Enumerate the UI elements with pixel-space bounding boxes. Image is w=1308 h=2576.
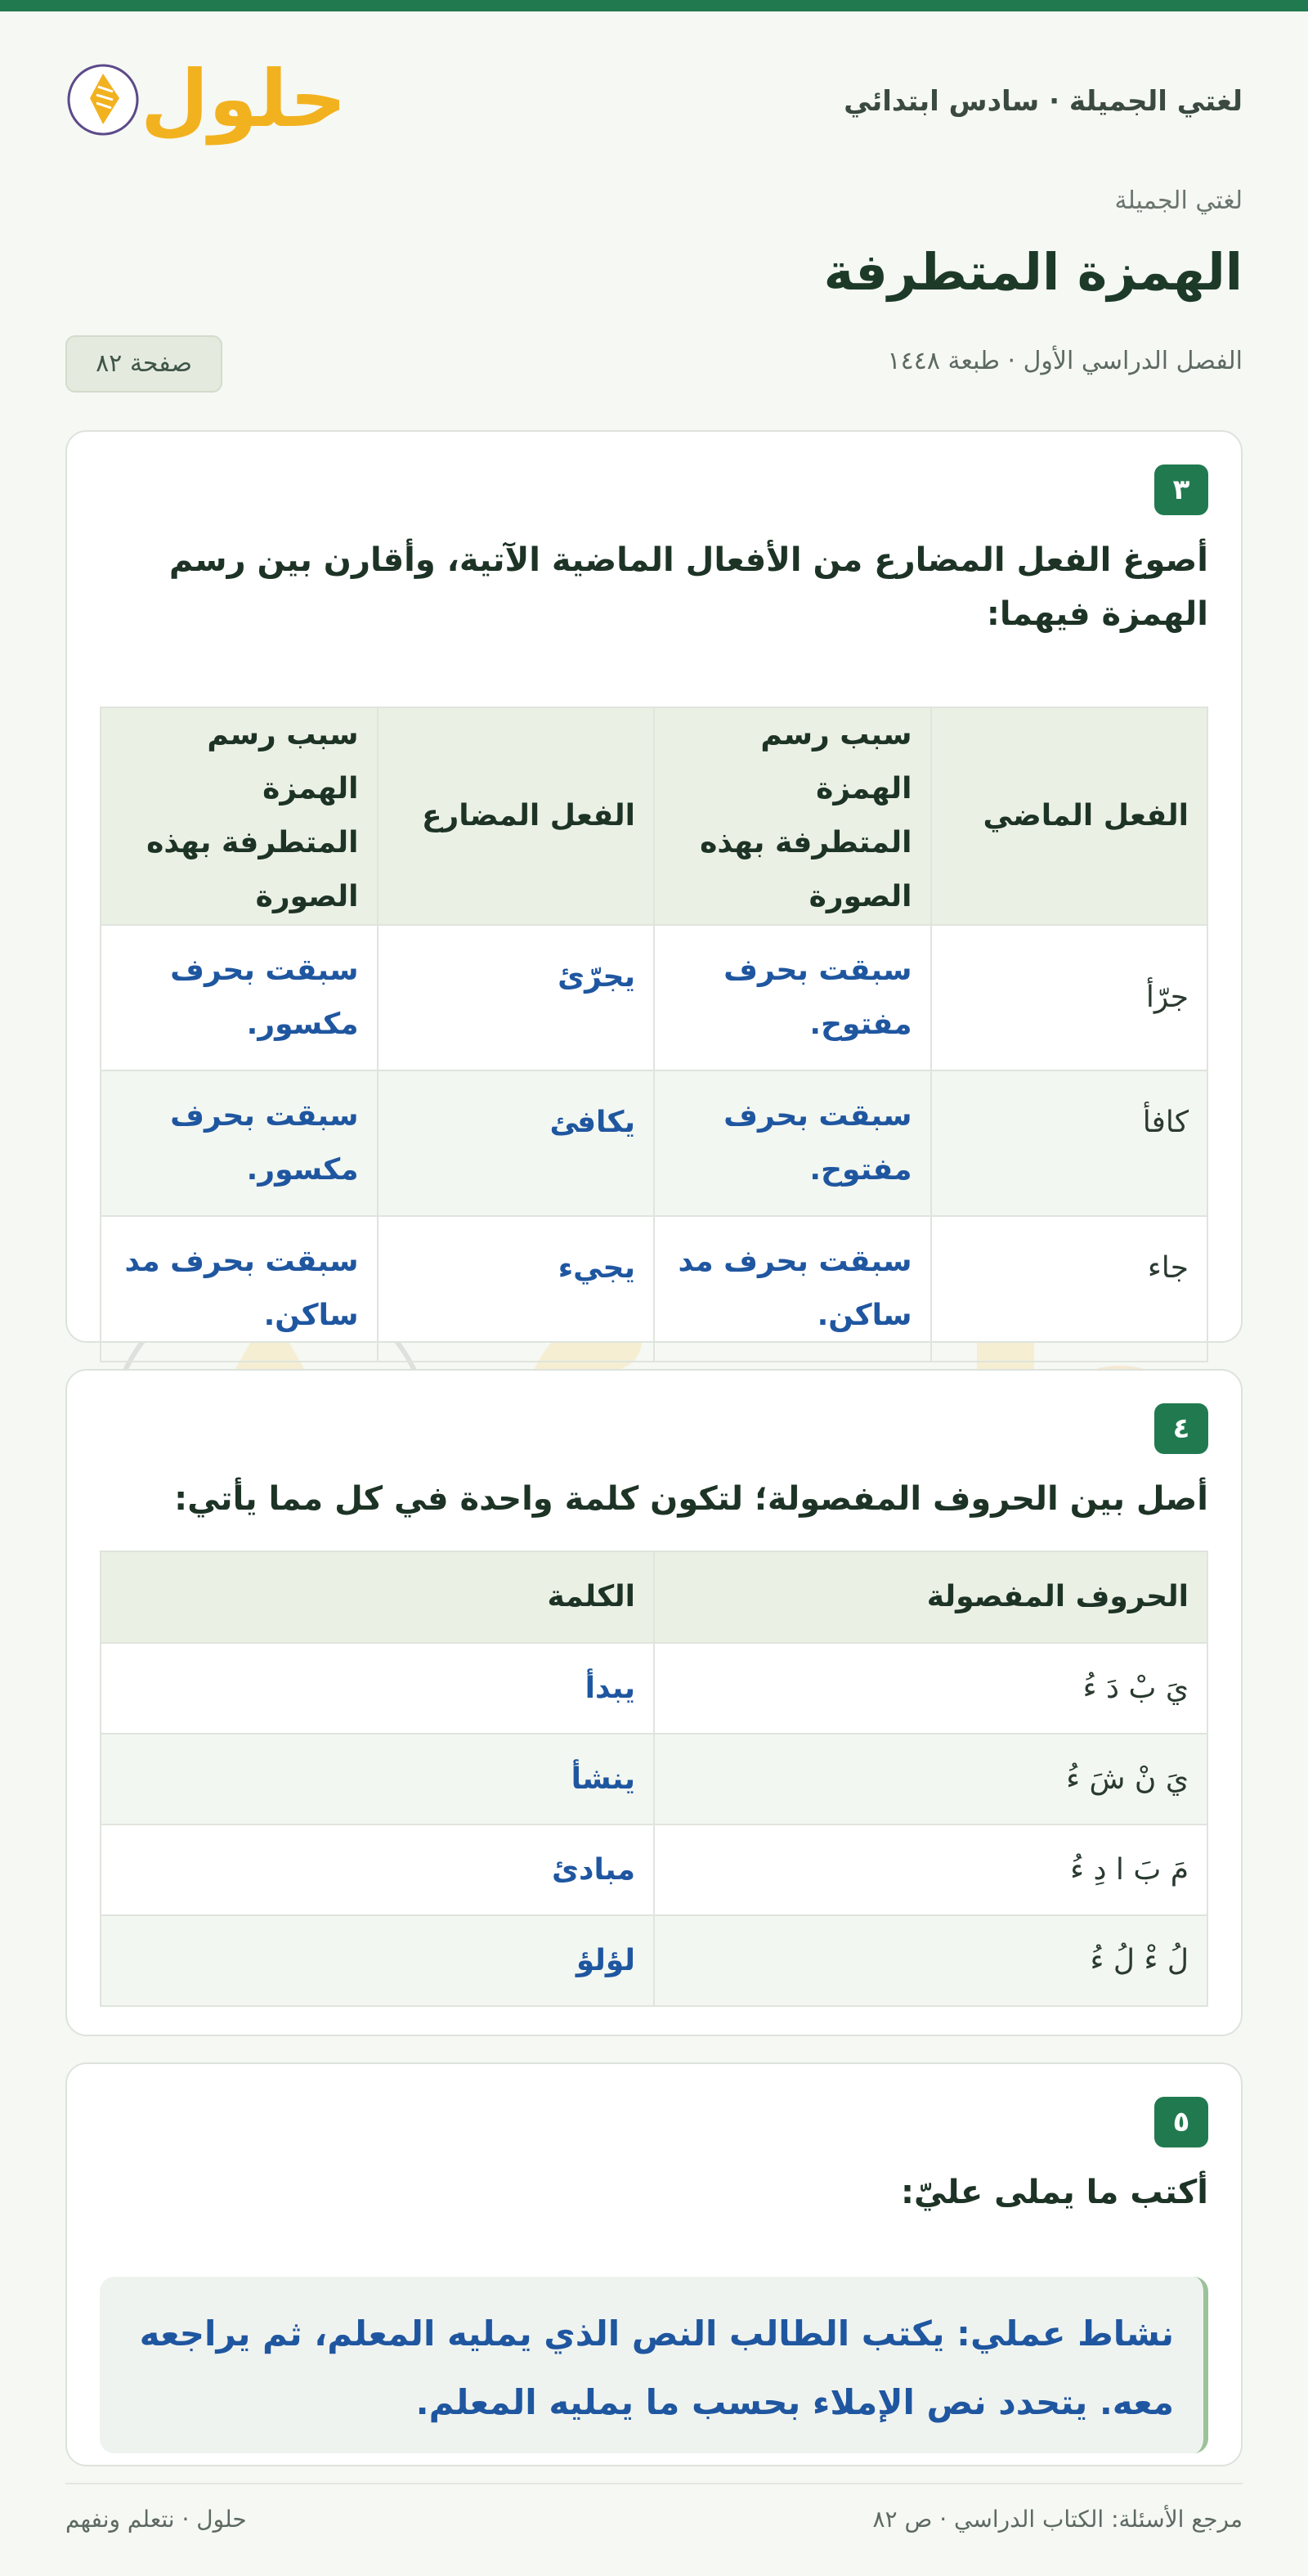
answer-word: ينشأ: [101, 1734, 654, 1824]
answer-word: لؤلؤ: [101, 1915, 654, 2006]
table-row: [101, 1734, 1207, 1824]
question-number-badge: ٤: [1154, 1403, 1208, 1454]
answer-present-reason: سبقت بحرف مكسور.: [101, 925, 378, 1070]
column-header: الفعل المضارع: [378, 707, 655, 925]
past-verb: جرّأ: [931, 925, 1208, 1070]
table-row: [101, 1643, 1207, 1734]
footer-slogan: حلول · نتعلم ونفهم: [65, 2506, 247, 2533]
conjugation-table: [100, 707, 1208, 1362]
column-header: الكلمة: [101, 1551, 654, 1643]
footer-reference: مرجع الأسئلة: الكتاب الدراسي · ص ٨٢: [872, 2506, 1243, 2533]
table-row: [101, 1824, 1207, 1915]
separated-letters: يَ بْ دَ ءُ: [654, 1643, 1207, 1734]
question-card-4: [65, 1369, 1243, 2036]
column-header: سبب رسم الهمزة المتطرفة بهذه الصورة: [654, 707, 931, 925]
page-title: الهمزة المتطرفة: [823, 242, 1243, 302]
breadcrumb: لغتي الجميلة: [1114, 186, 1243, 215]
question-prompt: أصوغ الفعل المضارع من الأفعال الماضية الآتية، وأقارن بين رسم الهمزة فيهما:: [168, 541, 1208, 633]
hulul-logo[interactable]: [65, 52, 347, 150]
question-number-badge: ٣: [1154, 464, 1208, 515]
edition-label: الفصل الدراسي الأول · طبعة ١٤٤٨: [887, 347, 1243, 375]
column-header: سبب رسم الهمزة المتطرفة بهذه الصورة: [101, 707, 378, 925]
answer-present-verb: يكافئ: [378, 1070, 655, 1216]
book-emblem-icon: [65, 62, 141, 137]
column-header: الفعل الماضي: [931, 707, 1208, 925]
page-header: [65, 11, 1243, 183]
separated-letters: لُ ءْ لُ ءُ: [654, 1915, 1207, 2006]
table-row: [101, 1915, 1207, 2006]
table-row: [101, 925, 1207, 1070]
activity-note: نشاط عملي: يكتب الطالب النص الذي يمليه المعلم، ثم يراجعه معه. يتحدد نص الإملاء بحسب ما يمليه المعلم.: [100, 2277, 1208, 2453]
answer-word: مبادئ: [101, 1824, 654, 1915]
footer-divider: [65, 2483, 1243, 2484]
letters-table: [100, 1551, 1208, 2007]
subject-grade-label: لغتي الجميلة · سادس ابتدائي: [844, 85, 1243, 118]
past-verb: كافأ: [931, 1070, 1208, 1216]
question-card-5: [65, 2062, 1243, 2466]
answer-past-reason: سبقت بحرف مد ساكن.: [654, 1216, 931, 1362]
answer-present-reason: سبقت بحرف مكسور.: [101, 1070, 378, 1216]
table-row: [101, 1216, 1207, 1362]
page-number-badge: صفحة ٨٢: [65, 335, 222, 393]
past-verb: جاء: [931, 1216, 1208, 1362]
table-row: [101, 1070, 1207, 1216]
logo-wordmark: حلول: [141, 53, 347, 145]
answer-present-verb: يجيء: [378, 1216, 655, 1362]
answer-present-reason: سبقت بحرف مد ساكن.: [101, 1216, 378, 1362]
column-header: الحروف المفصولة: [654, 1551, 1207, 1643]
separated-letters: يَ نْ شَ ءُ: [654, 1734, 1207, 1824]
question-prompt: أكتب ما يملى عليّ:: [901, 2174, 1208, 2211]
question-number-badge: ٥: [1154, 2097, 1208, 2147]
question-prompt: أصل بين الحروف المفصولة؛ لتكون كلمة واحدة في كل مما يأتي:: [174, 1480, 1208, 1518]
top-accent-bar: [0, 0, 1308, 11]
answer-past-reason: سبقت بحرف مفتوح.: [654, 1070, 931, 1216]
answer-word: يبدأ: [101, 1643, 654, 1734]
answer-past-reason: سبقت بحرف مفتوح.: [654, 925, 931, 1070]
separated-letters: مَ بَ ا دِ ءُ: [654, 1824, 1207, 1915]
answer-present-verb: يجرّئ: [378, 925, 655, 1070]
question-card-3: [65, 430, 1243, 1343]
